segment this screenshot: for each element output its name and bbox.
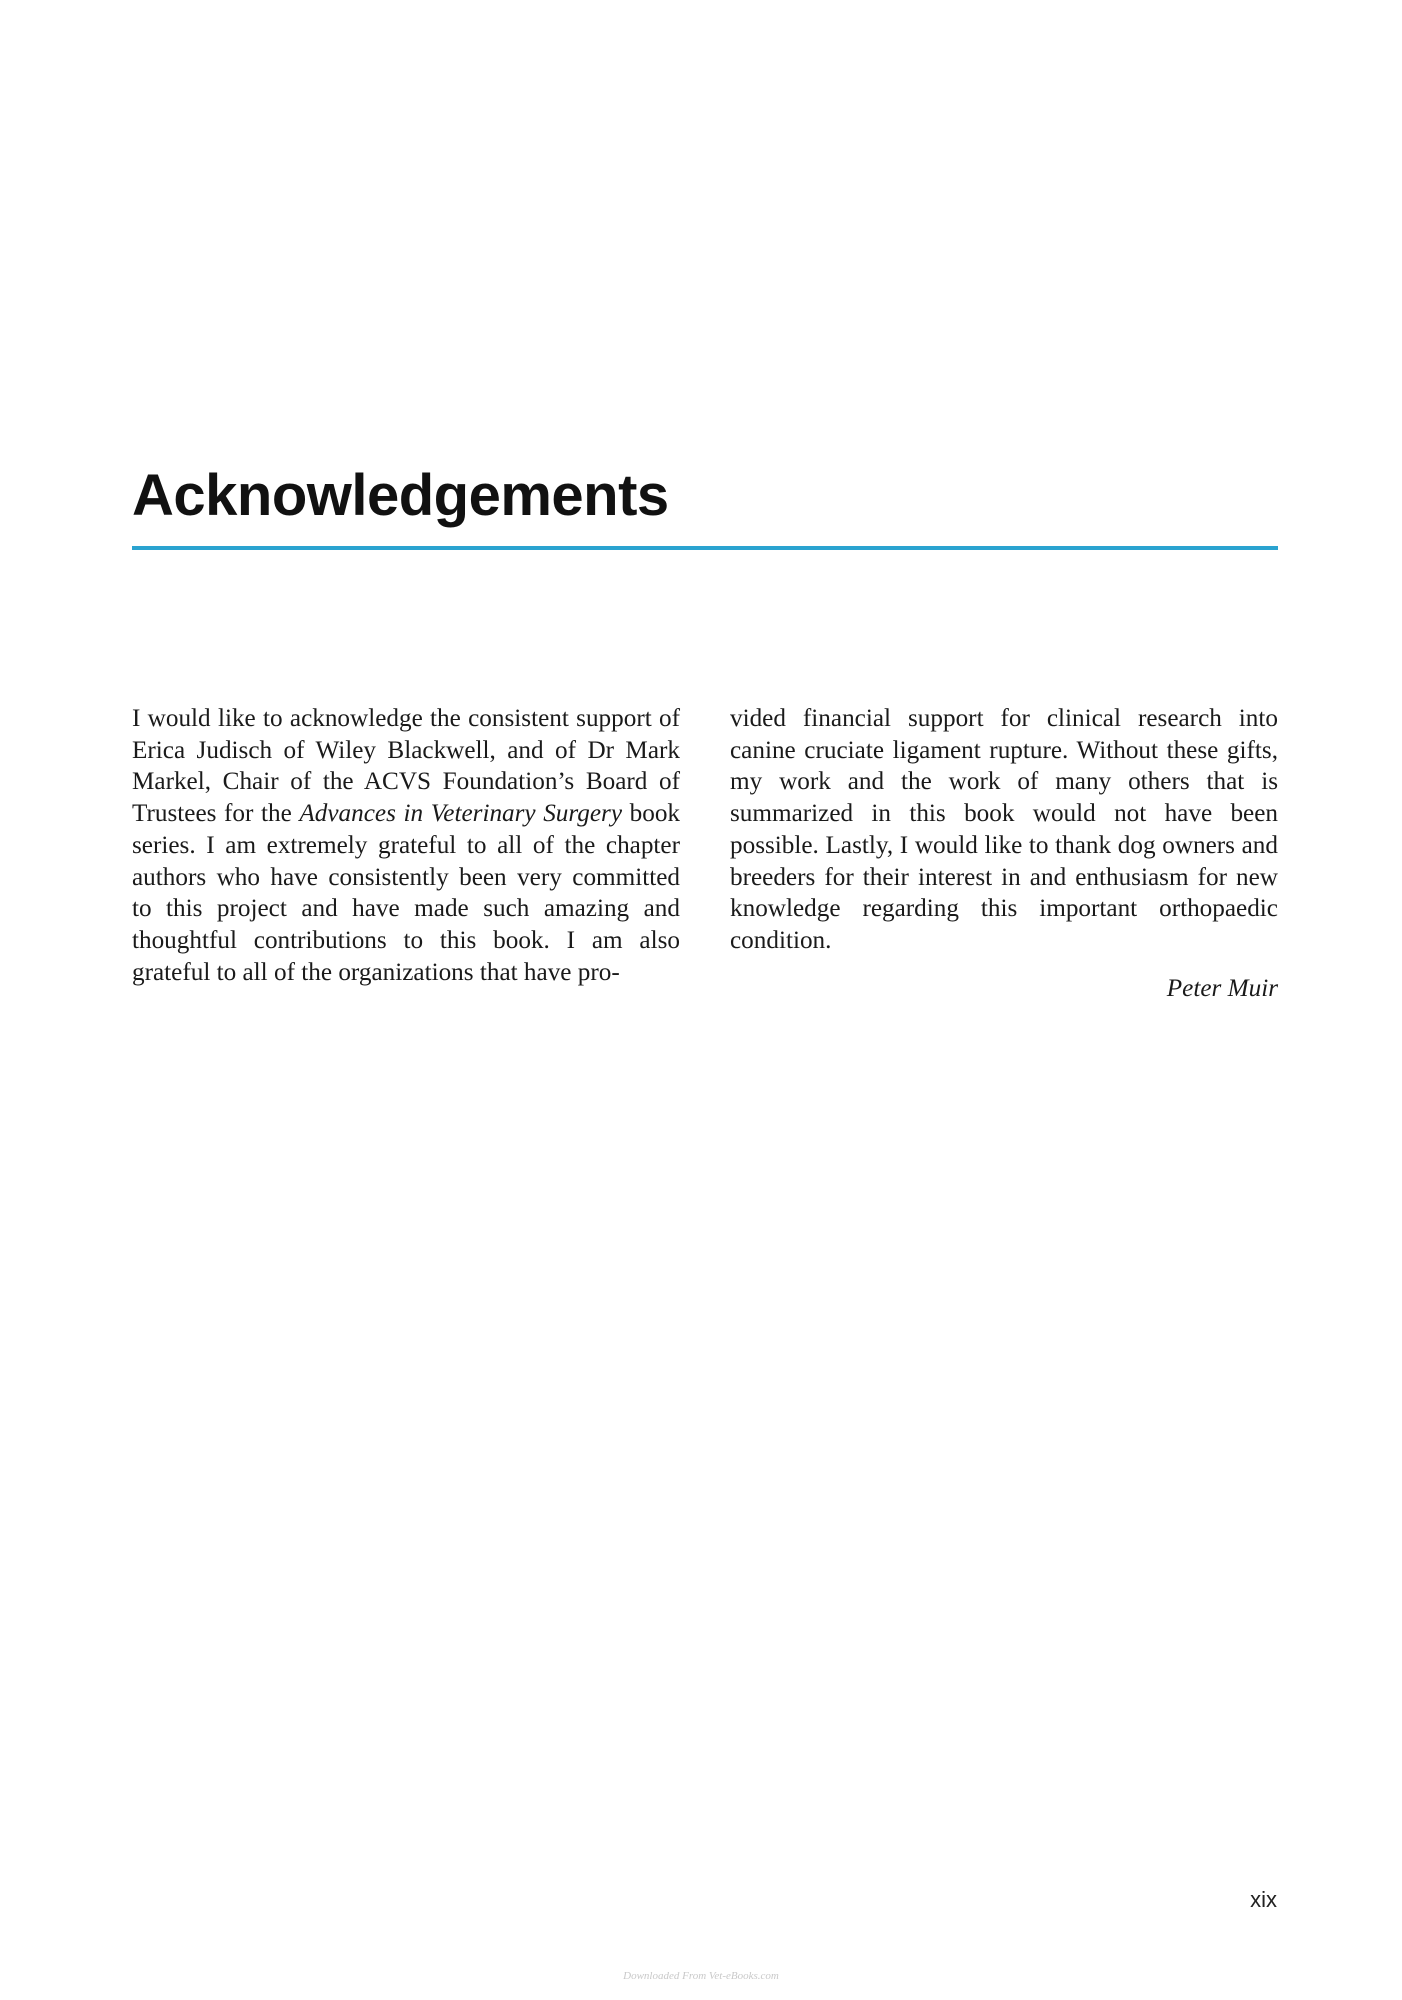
series-title: Advances in Veterinary Surgery: [299, 800, 623, 828]
title-rule: [132, 546, 1278, 550]
page-number: xix: [1250, 1887, 1277, 1912]
left-text-start: I would like to acknowledge the consistent support of Erica Judisch of Wiley Blackwell, and of Dr Mark Markel, Chair of the ACVS Foundation’s Board of Trustees for the: [132, 705, 680, 828]
right-column: [730, 703, 1278, 1004]
left-column: [132, 703, 680, 988]
left-paragraph: [132, 703, 680, 988]
left-text-end: book series. I am extremely grateful to all of the chapter authors who have consistently been very committed to this project and have made such amazing and thoughtful contributions to this book. I am also grateful to all of the organizations that have pro-: [132, 800, 681, 986]
signature: Peter Muir: [1166, 974, 1278, 1002]
right-paragraph: vided financial support for clinical research into canine cruciate ligament rupture. Without these gifts, my work and the work of many others that is summarized in this book would not have been possible. Lastly, I would like to thank dog owners and breeders for their interest in and enthusiasm for new knowledge regarding this important orthopaedic condition.: [730, 705, 1278, 954]
page-title: Acknowledgements: [132, 463, 669, 528]
watermark: Downloaded From Vet-eBooks.com: [623, 1970, 779, 1982]
